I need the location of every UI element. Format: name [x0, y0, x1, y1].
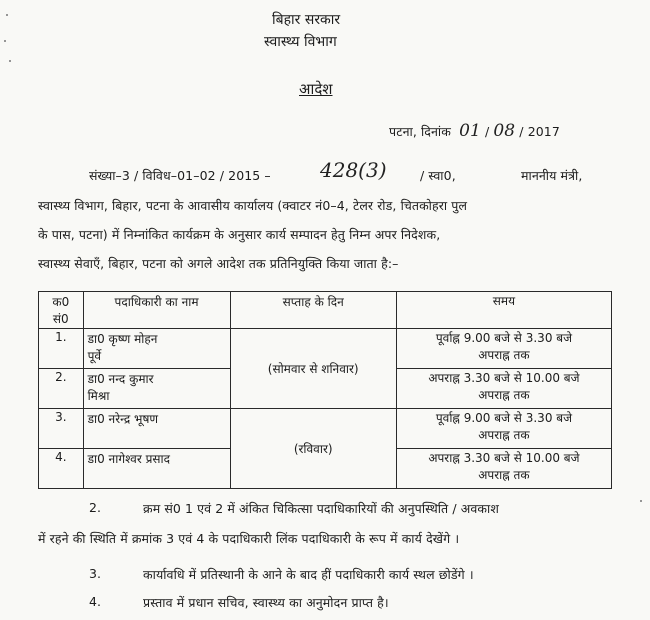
scan-speck	[9, 60, 11, 62]
row-time: अपराह्न 3.30 बजे से 10.00 बजे अपराह्न तक	[396, 369, 611, 409]
table-row	[39, 329, 612, 369]
para3-number: 3.	[89, 566, 102, 581]
para1-line1: स्वास्थ्य विभाग, बिहार, पटना के आवासीय कार्यालय (क्वाटर नं0–4, टेलर रोड, चितकोहरा पुल	[38, 198, 468, 213]
para3-text: कार्यावधि में प्रतिस्थानी के आने के बाद हीं पदाधिकारी कार्य स्थल छोडेंगे ।	[143, 567, 474, 582]
row-time: पूर्वाह्न 9.00 बजे से 3.30 बजे अपराह्न तक	[396, 329, 611, 369]
row-name: डा0 नरेन्द्र भूषण	[83, 409, 230, 449]
header-time: समय	[396, 292, 611, 329]
row-name: डा0 नागेश्वर प्रसाद	[83, 449, 230, 489]
scan-speck	[640, 500, 642, 502]
ref-prefix: संख्या–3 / विविध–01–02 / 2015 –	[89, 168, 271, 183]
para1-line3: स्वास्थ्य सेवाएँ, बिहार, पटना को अगले आदेश तक प्रतिनियुक्ति किया जाता है:–	[38, 256, 399, 271]
row-name: डा0 कृष्ण मोहन पूर्वे	[83, 329, 230, 369]
ref-number: 428(3)	[320, 158, 387, 182]
dept-name: स्वास्थ्य विभाग	[264, 34, 337, 50]
order-title: आदेश	[299, 80, 333, 98]
header-sno: क0 सं0	[39, 292, 84, 329]
ref-tail: माननीय मंत्री,	[521, 168, 583, 183]
row-time: अपराह्न 3.30 बजे से 10.00 बजे अपराह्न तक	[396, 449, 611, 489]
table-header-row	[39, 292, 612, 329]
para2-number: 2.	[89, 500, 102, 515]
row-sno: 4.	[39, 449, 84, 489]
date-line: पटना, दिनांक 01 / 08 / 2017	[389, 121, 560, 141]
para4-number: 4.	[89, 594, 102, 609]
row-sno: 2.	[39, 369, 84, 409]
row-time: पूर्वाह्न 9.00 बजे से 3.30 बजे अपराह्न तक	[396, 409, 611, 449]
para2-line2: में रहने की स्थिति में क्रमांक 3 एवं 4 के पदाधिकारी लिंक पदाधिकारी के रूप में कार्य देखेंगे ।	[38, 531, 460, 546]
scan-speck	[6, 14, 8, 16]
para1-line2: के पास, पटना) में निम्नांकित कार्यक्रम के अनुसार कार्य सम्पादन हेतु निम्न अपर निदेशक,	[38, 227, 441, 242]
row-name: डा0 नन्द कुमार मिश्रा	[83, 369, 230, 409]
date-prefix: पटना, दिनांक	[389, 124, 451, 139]
days-group-sunday: (रविवार)	[230, 409, 396, 489]
ref-suffix: / स्वा0,	[420, 168, 456, 183]
days-group-weekdays: (सोमवार से शनिवार)	[230, 329, 396, 409]
header-days: सप्ताह के दिन	[230, 292, 396, 329]
row-sno: 1.	[39, 329, 84, 369]
date-day: 01	[459, 121, 481, 141]
para4-text: प्रस्ताव में प्रधान सचिव, स्वास्थ्य का अनुमोदन प्राप्त है।	[143, 595, 389, 610]
duty-roster-table	[38, 291, 612, 489]
header-name: पदाधिकारी का नाम	[83, 292, 230, 329]
table-row	[39, 409, 612, 449]
date-month: 08	[493, 121, 516, 141]
para2-line1: क्रम सं0 1 एवं 2 में अंकित चिकित्सा पदाधिकारियों की अनुपस्थिति / अवकाश	[143, 501, 499, 516]
govt-name: बिहार सरकार	[272, 12, 341, 28]
row-sno: 3.	[39, 409, 84, 449]
scan-speck	[4, 40, 6, 42]
date-year: 2017	[527, 124, 560, 139]
